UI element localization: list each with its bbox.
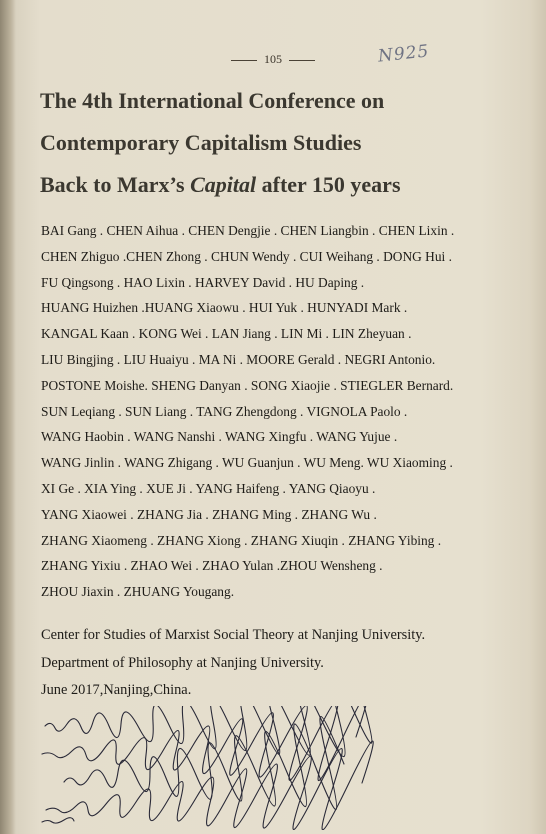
header-dash-left: [231, 60, 257, 61]
participant-row: POSTONE Moishe. SHENG Danyan . SONG Xiaojie . STIEGLER Bernard.: [41, 377, 454, 393]
page-number: 105: [264, 52, 282, 66]
header-dash-right: [289, 60, 315, 61]
participant-row: WANG Jinlin . WANG Zhigang . WU Guanjun . WU Meng. WU Xiaoming .: [41, 455, 453, 471]
conference-title: [40, 80, 520, 206]
handwritten-catalog-mark: N925: [377, 41, 431, 67]
title-line-3-post: after 150 years: [256, 172, 401, 197]
participant-row: SUN Leqiang . SUN Liang . TANG Zhengdong . VIGNOLA Paolo .: [41, 403, 408, 419]
participant-row: KANGAL Kaan . KONG Wei . LAN Jiang . LIN Mi . LIN Zheyuan .: [41, 326, 412, 342]
participant-row: YANG Xiaowei . ZHANG Jia . ZHANG Ming . ZHANG Wu .: [41, 506, 377, 522]
page-number-header: [0, 52, 546, 67]
participant-row: HUANG Huizhen .HUANG Xiaowu . HUI Yuk . HUNYADI Mark .: [41, 300, 408, 316]
organizer-center: Center for Studies of Marxist Social Theory at Nanjing University.: [41, 627, 426, 643]
conference-date-place: June 2017,Nanjing,China.: [41, 682, 192, 698]
participant-row: ZHANG Xiaomeng . ZHANG Xiong . ZHANG Xiuqin . ZHANG Yibing .: [41, 532, 442, 548]
title-line-3: [40, 164, 520, 206]
title-line-2: Contemporary Capitalism Studies: [40, 130, 362, 155]
title-line-1: The 4th International Conference on: [40, 88, 385, 113]
page-binding-edge: [0, 0, 16, 834]
participant-row: ZHOU Jiaxin . ZHUANG Yougang.: [41, 584, 235, 600]
participant-row: LIU Bingjing . LIU Huaiyu . MA Ni . MOORE Gerald . NEGRI Antonio.: [41, 351, 436, 367]
participant-row: XI Ge . XIA Ying . XUE Ji . YANG Haifeng . YANG Qiaoyu .: [41, 480, 376, 496]
participant-list: [41, 218, 536, 605]
participant-row: BAI Gang . CHEN Aihua . CHEN Dengjie . CHEN Liangbin . CHEN Lixin .: [41, 223, 455, 238]
participant-row: ZHANG Yixiu . ZHAO Wei . ZHAO Yulan .ZHOU Wensheng .: [41, 558, 383, 574]
title-line-3-pre: Back to Marx’s: [40, 172, 191, 197]
organizer-department: Department of Philosophy at Nanjing University.: [41, 654, 324, 671]
title-line-3-italic: Capital: [190, 172, 257, 197]
organizer-info: [41, 622, 536, 705]
participant-row: WANG Haobin . WANG Nanshi . WANG Xingfu . WANG Yujue .: [41, 429, 398, 445]
participant-row: FU Qingsong . HAO Lixin . HARVEY David . HU Daping .: [41, 274, 365, 290]
participant-row: CHEN Zhiguo .CHEN Zhong . CHUN Wendy . CUI Weihang . DONG Hui .: [41, 248, 452, 264]
handwritten-scribble: [40, 706, 540, 830]
